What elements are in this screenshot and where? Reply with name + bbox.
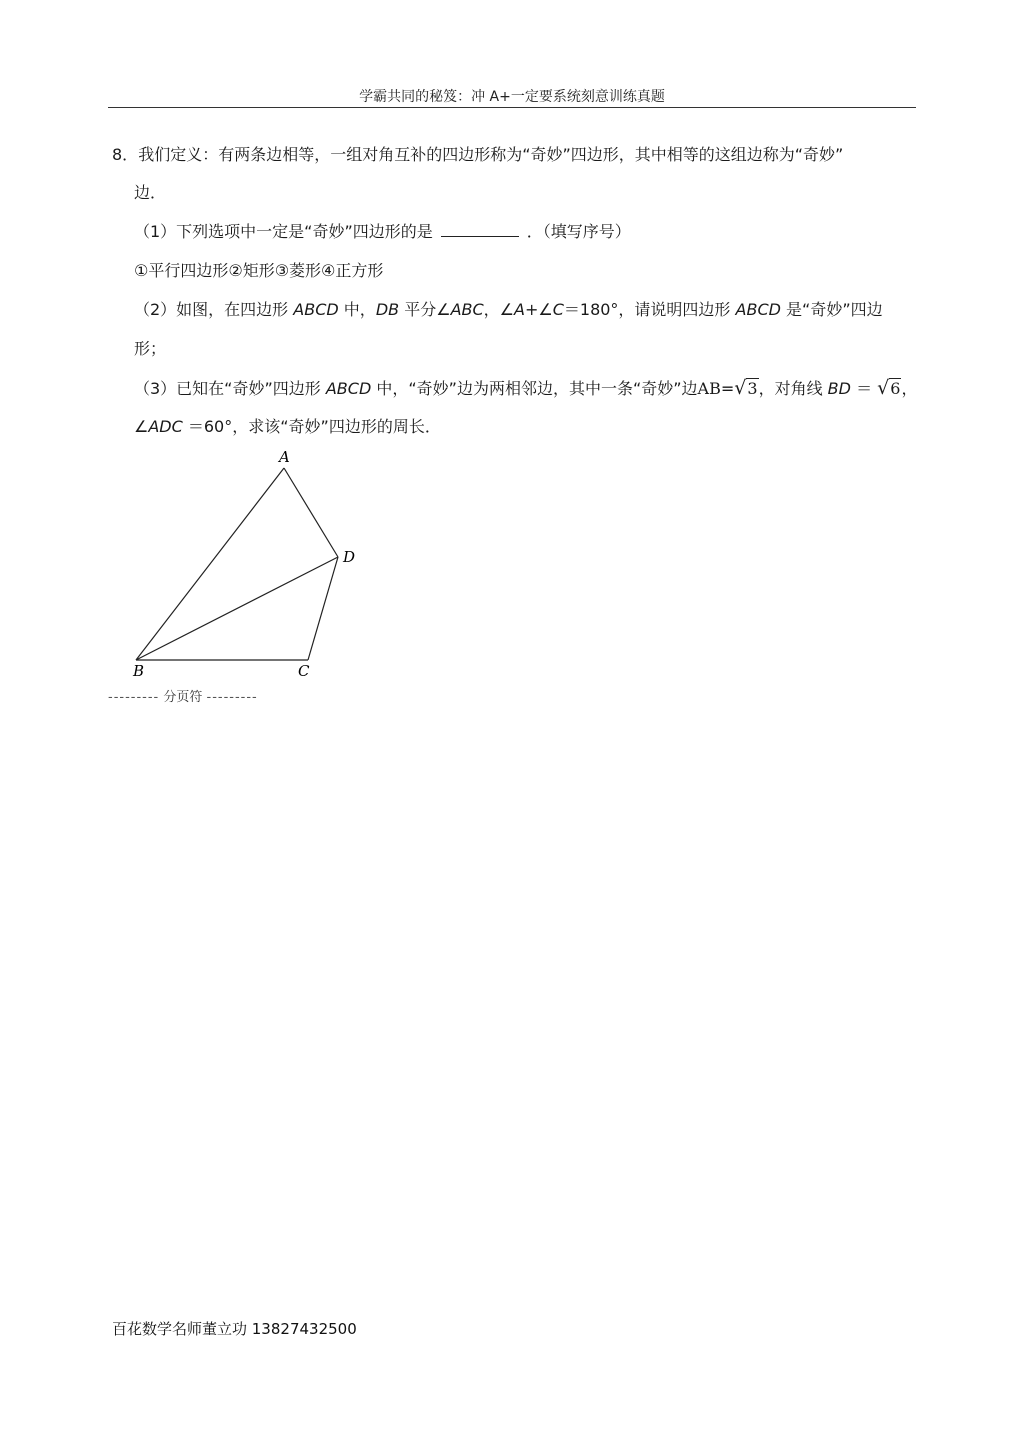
part3-var-ab: AB — [697, 379, 721, 398]
part2-text-c: 中， — [343, 300, 376, 319]
part2-var-a: A — [514, 300, 525, 319]
part1-suffix: ．（填写序号） — [526, 222, 631, 241]
sqrt-6-value: 6 — [890, 379, 901, 398]
label-a: A — [279, 448, 290, 466]
part3-var-abcd: ABCD — [325, 379, 372, 398]
segment-bd — [136, 557, 338, 660]
label-c: C — [298, 662, 310, 680]
part3-text-a: （3）已知在“奇妙”四边形 — [134, 379, 321, 398]
part3-text-c: 中，“奇妙”边为两相邻边，其中一条“奇妙”边 — [376, 379, 698, 398]
part2-line1 — [134, 298, 883, 322]
sqrt-6 — [877, 376, 901, 401]
part3-var-bd: BD — [827, 379, 851, 398]
part1-options: ①平行四边形②矩形③菱形④正方形 — [134, 261, 384, 280]
part2-text-a: （2）如图，在四边形 — [134, 300, 289, 319]
question-number: 8． — [112, 145, 139, 164]
part2-text-m: 是“奇妙”四边 — [786, 300, 883, 319]
question-definition-line2: 边． — [134, 183, 167, 202]
page-break-dashes-left: --------- — [108, 690, 160, 705]
header-rule — [108, 107, 916, 108]
part2-text-e: 平分∠ — [404, 300, 451, 319]
part2-text-g: ，∠ — [483, 300, 515, 319]
label-b: B — [133, 662, 145, 680]
part3-text-f: ，对角线 — [758, 379, 823, 398]
part3-eq: = — [720, 379, 735, 398]
label-d: D — [343, 548, 356, 566]
radical-icon: √ — [877, 377, 890, 399]
page-break-dashes-right: --------- — [206, 690, 258, 705]
segment-dc — [308, 557, 338, 660]
page-break-label: 分页符 — [163, 690, 203, 705]
part3-eq2: ＝ — [856, 379, 873, 398]
definition-text: 我们定义：有两条边相等，一组对角互补的四边形称为“奇妙”四边形，其中相等的这组边称为“奇妙” — [138, 145, 844, 164]
part2-text-i: +∠ — [524, 300, 553, 319]
part3-text-rest: ＝60°，求该“奇妙”四边形的周长． — [187, 417, 441, 436]
part2-text-k: ＝180°，请说明四边形 — [563, 300, 731, 319]
segment-ab — [136, 468, 284, 660]
segment-ad — [284, 468, 338, 557]
part2-var-abcd-2: ABCD — [735, 300, 781, 319]
part2-line2: 形； — [134, 339, 167, 358]
part2-var-abcd: ABCD — [293, 300, 339, 319]
part2-var-abc: ABC — [450, 300, 484, 319]
page-footer: 百花数学名师董立功 13827432500 — [112, 1320, 357, 1338]
part1-line — [134, 220, 631, 244]
part2-var-c: C — [552, 300, 564, 319]
sqrt-3-value: 3 — [747, 379, 758, 398]
part3-text-i: ， — [901, 379, 918, 398]
quadrilateral-figure — [124, 445, 364, 685]
page-header: 学霸共同的秘笈：冲 A+一定要系统刻意训练真题 — [359, 89, 665, 105]
sqrt-3 — [734, 376, 758, 401]
part2-var-db: DB — [375, 300, 400, 319]
page-break — [108, 686, 258, 705]
part1-prefix: （1）下列选项中一定是“奇妙”四边形的是 — [134, 222, 433, 241]
radical-icon: √ — [734, 377, 747, 399]
part3-line1 — [134, 376, 917, 401]
part3-var-adc: ADC — [148, 417, 183, 436]
answer-blank[interactable] — [441, 220, 519, 237]
angle-symbol: ∠ — [134, 417, 149, 436]
part3-line2 — [134, 415, 441, 439]
question-definition-line1 — [112, 143, 843, 167]
